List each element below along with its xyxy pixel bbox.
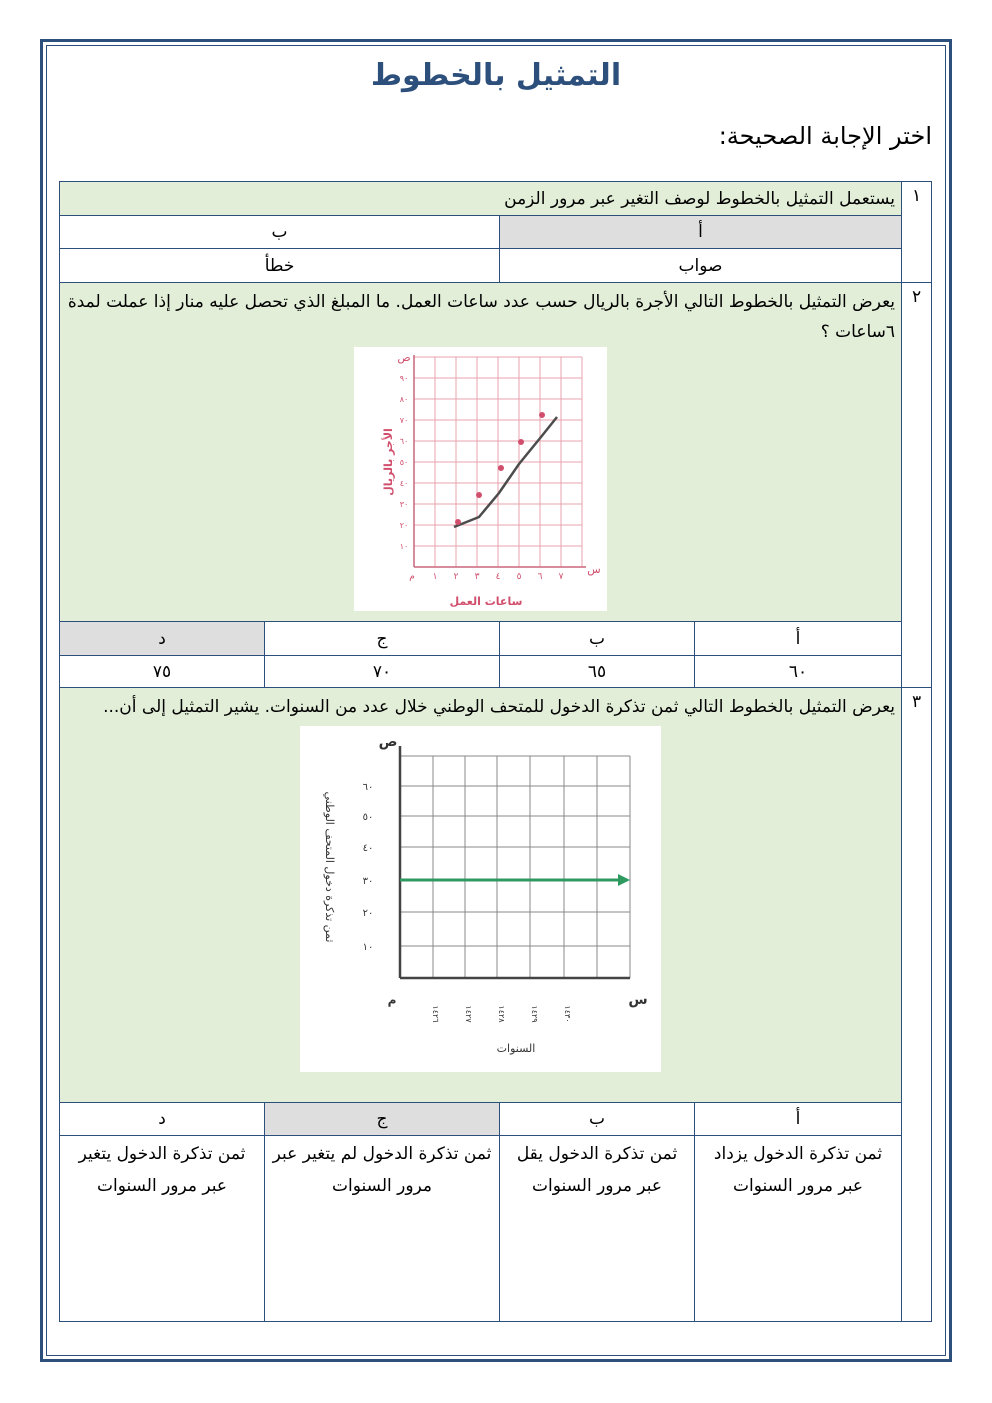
q2-option-c-answer[interactable]: ٧٠ xyxy=(265,656,500,688)
instruction-text: اختر الإجابة الصحيحة: xyxy=(718,122,932,150)
q3-origin-label: م xyxy=(387,993,397,1007)
q2-y-tick: ١٠ xyxy=(399,542,409,551)
q2-x-tick: ٤ xyxy=(495,572,501,582)
q2-x-tick-labels xyxy=(433,572,564,582)
q2-y-tick: ٩٠ xyxy=(399,374,409,383)
q3-y-axis-label: ثمن تذكرة دخول المتحف الوطني xyxy=(323,791,337,943)
q3-option-d-letter[interactable]: د xyxy=(60,1103,265,1136)
q2-x-tick: ٢ xyxy=(453,572,459,582)
q1-option-b-answer[interactable]: خطأ xyxy=(60,249,500,283)
q2-x-tick: ٣ xyxy=(474,572,480,582)
q3-x-axis-letter: س xyxy=(628,992,648,1008)
q3-y-tick: ١٠ xyxy=(362,942,374,953)
q2-y-axis-letter: ص xyxy=(397,351,411,364)
q3-y-tick: ٣٠ xyxy=(362,876,374,887)
q2-data-point xyxy=(498,465,504,471)
q3-x-tick: ١٤٢٧ xyxy=(464,1005,474,1023)
questions-table xyxy=(59,181,932,1322)
q3-x-tick: ١٤٣٠ xyxy=(563,1005,573,1023)
q2-data-point xyxy=(455,519,461,525)
q2-y-tick-labels xyxy=(400,374,409,551)
q3-option-c-letter[interactable]: ج xyxy=(265,1103,500,1136)
q2-option-d-letter[interactable]: د xyxy=(60,622,265,656)
q1-option-a-letter[interactable]: أ xyxy=(500,216,902,249)
q2-origin-label: م xyxy=(409,572,415,582)
q2-data-line xyxy=(454,417,557,527)
q3-option-d-answer[interactable]: ثمن تذكرة الدخول يتغير عبر مرور السنوات xyxy=(60,1136,265,1322)
q2-data-point xyxy=(539,412,545,418)
q2-y-tick: ٣٠ xyxy=(399,500,409,509)
q2-option-d-answer[interactable]: ٧٥ xyxy=(60,656,265,688)
q2-y-tick: ٦٠ xyxy=(399,437,409,446)
q3-y-axis-letter: ص xyxy=(378,734,398,750)
q3-grid xyxy=(400,756,630,978)
q1-option-b-letter[interactable]: ب xyxy=(60,216,500,249)
q2-x-tick: ٥ xyxy=(516,572,522,582)
q3-question-cell xyxy=(60,688,902,1103)
q2-option-b-letter[interactable]: ب xyxy=(500,622,695,656)
q2-option-b-answer[interactable]: ٦٥ xyxy=(500,656,695,688)
q1-number: ١ xyxy=(902,182,932,283)
q2-x-axis-letter: س xyxy=(587,563,601,576)
page-title: التمثيل بالخطوط xyxy=(370,58,622,93)
q2-x-tick: ١ xyxy=(432,572,438,582)
q3-graph-wrap xyxy=(66,726,895,1082)
q3-x-tick: ١٤٢٦ xyxy=(431,1005,441,1023)
q3-y-tick-labels xyxy=(363,782,374,953)
q3-option-a-answer[interactable]: ثمن تذكرة الدخول يزداد عبر مرور السنوات xyxy=(695,1136,902,1322)
q2-question-cell xyxy=(60,283,902,622)
q1-option-a-answer[interactable]: صواب xyxy=(500,249,902,283)
q2-x-axis-label: ساعات العمل xyxy=(449,595,523,608)
q3-number: ٣ xyxy=(902,688,932,1322)
q2-option-c-letter[interactable]: ج xyxy=(265,622,500,656)
q3-x-tick: ١٤٢٨ xyxy=(497,1005,507,1023)
q3-option-c-answer[interactable]: ثمن تذكرة الدخول لم يتغير عبر مرور السنوات xyxy=(265,1136,500,1322)
q3-option-b-answer[interactable]: ثمن تذكرة الدخول يقل عبر مرور السنوات xyxy=(500,1136,695,1322)
q3-y-tick: ٤٠ xyxy=(362,843,374,854)
q3-x-axis-label: السنوات xyxy=(496,1042,536,1055)
q2-y-tick: ٧٠ xyxy=(399,416,409,425)
q3-y-tick: ٢٠ xyxy=(362,908,374,919)
q2-y-tick: ٤٠ xyxy=(399,479,409,488)
q2-y-tick: ٨٠ xyxy=(399,395,409,404)
q1-text: يستعمل التمثيل بالخطوط لوصف التغير عبر مرور الزمن xyxy=(60,182,902,216)
q2-grid xyxy=(414,357,582,567)
q3-x-tick: ١٤٢٩ xyxy=(530,1005,540,1023)
q3-ticket-graph xyxy=(300,726,661,1072)
q2-option-a-answer[interactable]: ٦٠ xyxy=(695,656,902,688)
q2-y-axis-label: الأجر بالريال xyxy=(382,428,396,496)
q3-y-tick: ٦٠ xyxy=(362,782,374,793)
q2-x-tick: ٧ xyxy=(558,572,564,582)
q2-text: يعرض التمثيل بالخطوط التالي الأجرة بالريال حسب عدد ساعات العمل. ما المبلغ الذي تحصل عليه منار إذا عملت لمدة ٦ساعات ؟ xyxy=(67,292,896,342)
q3-option-b-letter[interactable]: ب xyxy=(500,1103,695,1136)
q2-data-point xyxy=(476,492,482,498)
q2-y-tick: ٢٠ xyxy=(399,521,409,530)
q3-x-tick-labels xyxy=(431,1005,572,1023)
q2-y-tick: ٥٠ xyxy=(399,458,409,467)
q3-arrow-head xyxy=(618,874,630,886)
q3-option-a-letter[interactable]: أ xyxy=(695,1103,902,1136)
q2-x-tick: ٦ xyxy=(537,572,543,582)
q2-wage-graph xyxy=(354,347,607,611)
q3-text: يعرض التمثيل بالخطوط التالي ثمن تذكرة الدخول للمتحف الوطني خلال عدد من السنوات. يشير التمثيل إلى أن... xyxy=(103,697,896,717)
q2-graph-wrap xyxy=(66,347,895,621)
q2-data-point xyxy=(518,439,524,445)
q2-option-a-letter[interactable]: أ xyxy=(695,622,902,656)
q2-number: ٢ xyxy=(902,283,932,688)
q3-y-tick: ٥٠ xyxy=(362,812,374,823)
